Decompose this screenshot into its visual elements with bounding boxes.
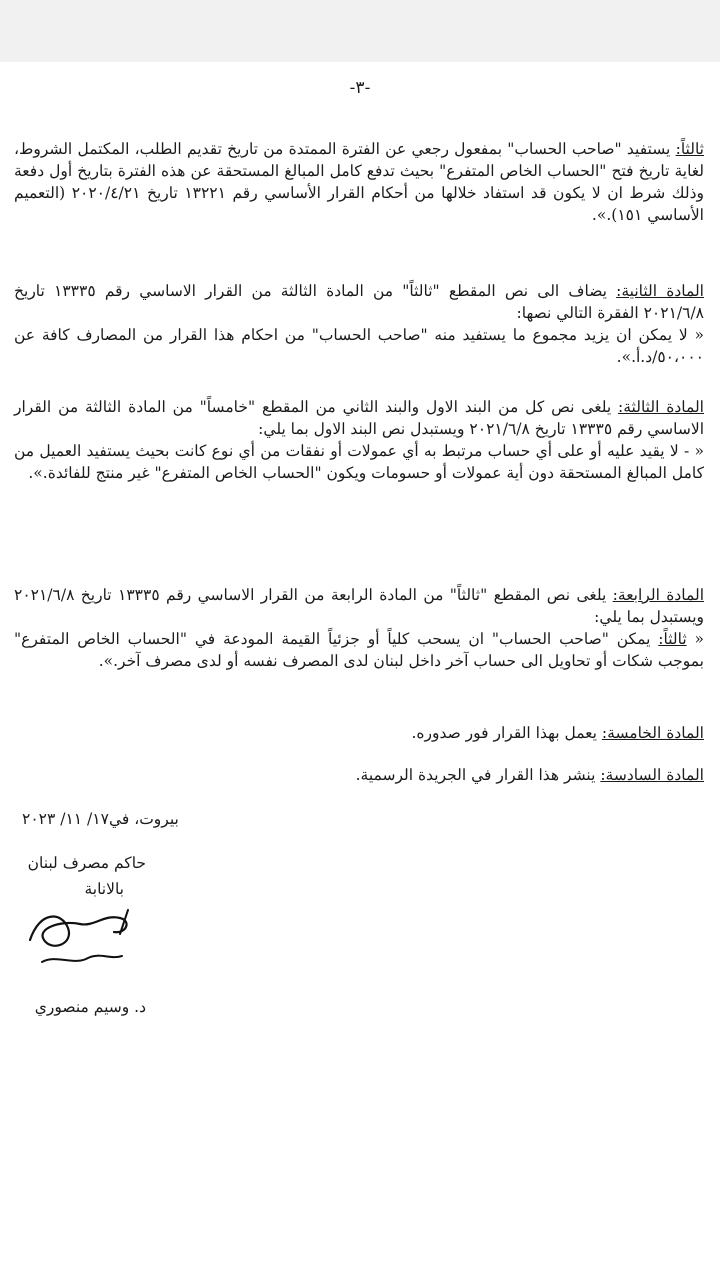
quote-label: ثالثاً: xyxy=(658,630,687,648)
article-label: المادة الخامسة: xyxy=(601,724,704,742)
article-four: المادة الرابعة: يلغى نص المقطع "ثالثاً" من المادة الرابعة من القرار الاساسي رقم ١٣٣٣٥ تاريخ ٢٠٢١/٦/٨ ويستبدل بما يلي: « ثالثاً: يمكن "صاحب الحساب" ان يسحب كلياً أو جزئياً القيمة المودعة في "الحساب الخاص المتفرع" بموجب شكات أو تحاويل الى حساب آخر داخل لبنان لدى المصرف نفسه أو لدى مصرف آخر.». xyxy=(14,586,704,670)
article-six xyxy=(14,764,704,786)
page-number: -٣- xyxy=(349,78,371,98)
article-quote: « لا يمكن ان يزيد مجموع ما يستفيد منه "صاحب الحساب" من احكام هذا القرار من المصارف كافة عن ٥٠،٠٠٠/د.أ.». xyxy=(14,326,704,366)
article-text: يلغى نص كل من البند الاول والبند الثاني من المقطع "خامساً" من المادة الثالثة من القرار الاساسي رقم ١٣٣٣٥ تاريخ ٢٠٢١/٦/٨ ويستبدل نص البند الاول بما يلي: xyxy=(14,398,704,438)
article-text: ينشر هذا القرار في الجريدة الرسمية. xyxy=(355,766,601,784)
article-three xyxy=(14,396,704,484)
article-quote: يمكن "صاحب الحساب" ان يسحب كلياً أو جزئياً القيمة المودعة في "الحساب الخاص المتفرع" بموجب شكات أو تحاويل الى حساب آخر داخل لبنان لدى المصرف نفسه أو لدى مصرف آخر.». xyxy=(14,630,704,670)
viewer-top-bar xyxy=(0,0,720,63)
paragraph-text: يستفيد "صاحب الحساب" بمفعول رجعي عن الفترة الممتدة من تاريخ تقديم الطلب، المكتمل الشروط، لغاية تاريخ فتح "الحساب الخاص المتفرع" بحيث تدفع كامل المبالغ المستحقة عن هذه الفترة بتاريخ أول دفعة وذلك شرط ان لا يكون قد استفاد خلالها من أحكام القرار الأساسي رقم ١٣٢٢١ تاريخ ٢٠٢٠/٤/٢١ (التعميم الأساسي ١٥١).». xyxy=(14,140,704,224)
article-text: يعمل بهذا القرار فور صدوره. xyxy=(411,724,602,742)
signatory-name: د. وسيم منصوري xyxy=(34,998,146,1016)
paragraph-label: ثالثاً: xyxy=(675,140,704,158)
signatory-acting: بالانابة xyxy=(84,880,124,898)
paragraph-third xyxy=(14,138,704,226)
article-label: المادة السادسة: xyxy=(600,766,704,784)
article-label: المادة الثانية: xyxy=(616,282,704,300)
article-two xyxy=(14,280,704,368)
handwritten-signature xyxy=(22,900,142,980)
article-text: يلغى نص المقطع "ثالثاً" من المادة الرابعة من القرار الاساسي رقم ١٣٣٣٥ تاريخ ٢٠٢١/٦/٨ ويستبدل بما يلي: xyxy=(14,586,704,626)
date-line: بيروت، في١٧/ ١١/ ٢٠٢٣ xyxy=(22,810,179,828)
article-five xyxy=(14,722,704,744)
signatory-title: حاكم مصرف لبنان xyxy=(27,854,146,872)
article-quote: « - لا يقيد عليه أو على أي حساب مرتبط به أي عمولات أو نفقات من أي نوع كانت بحيث يستفيد العميل من كامل المبالغ المستحقة دون أية عمولات أو حسومات ويكون "الحساب الخاص المتفرع" غير منتج للفائدة.». xyxy=(14,442,704,482)
article-label: المادة الثالثة: xyxy=(618,398,704,416)
article-label: المادة الرابعة: xyxy=(612,586,704,604)
article-text: يضاف الى نص المقطع "ثالثاً" من المادة الثالثة من القرار الاساسي رقم ١٣٣٣٥ تاريخ ٢٠٢١/٦/٨ الفقرة التالي نصها: xyxy=(14,282,704,322)
